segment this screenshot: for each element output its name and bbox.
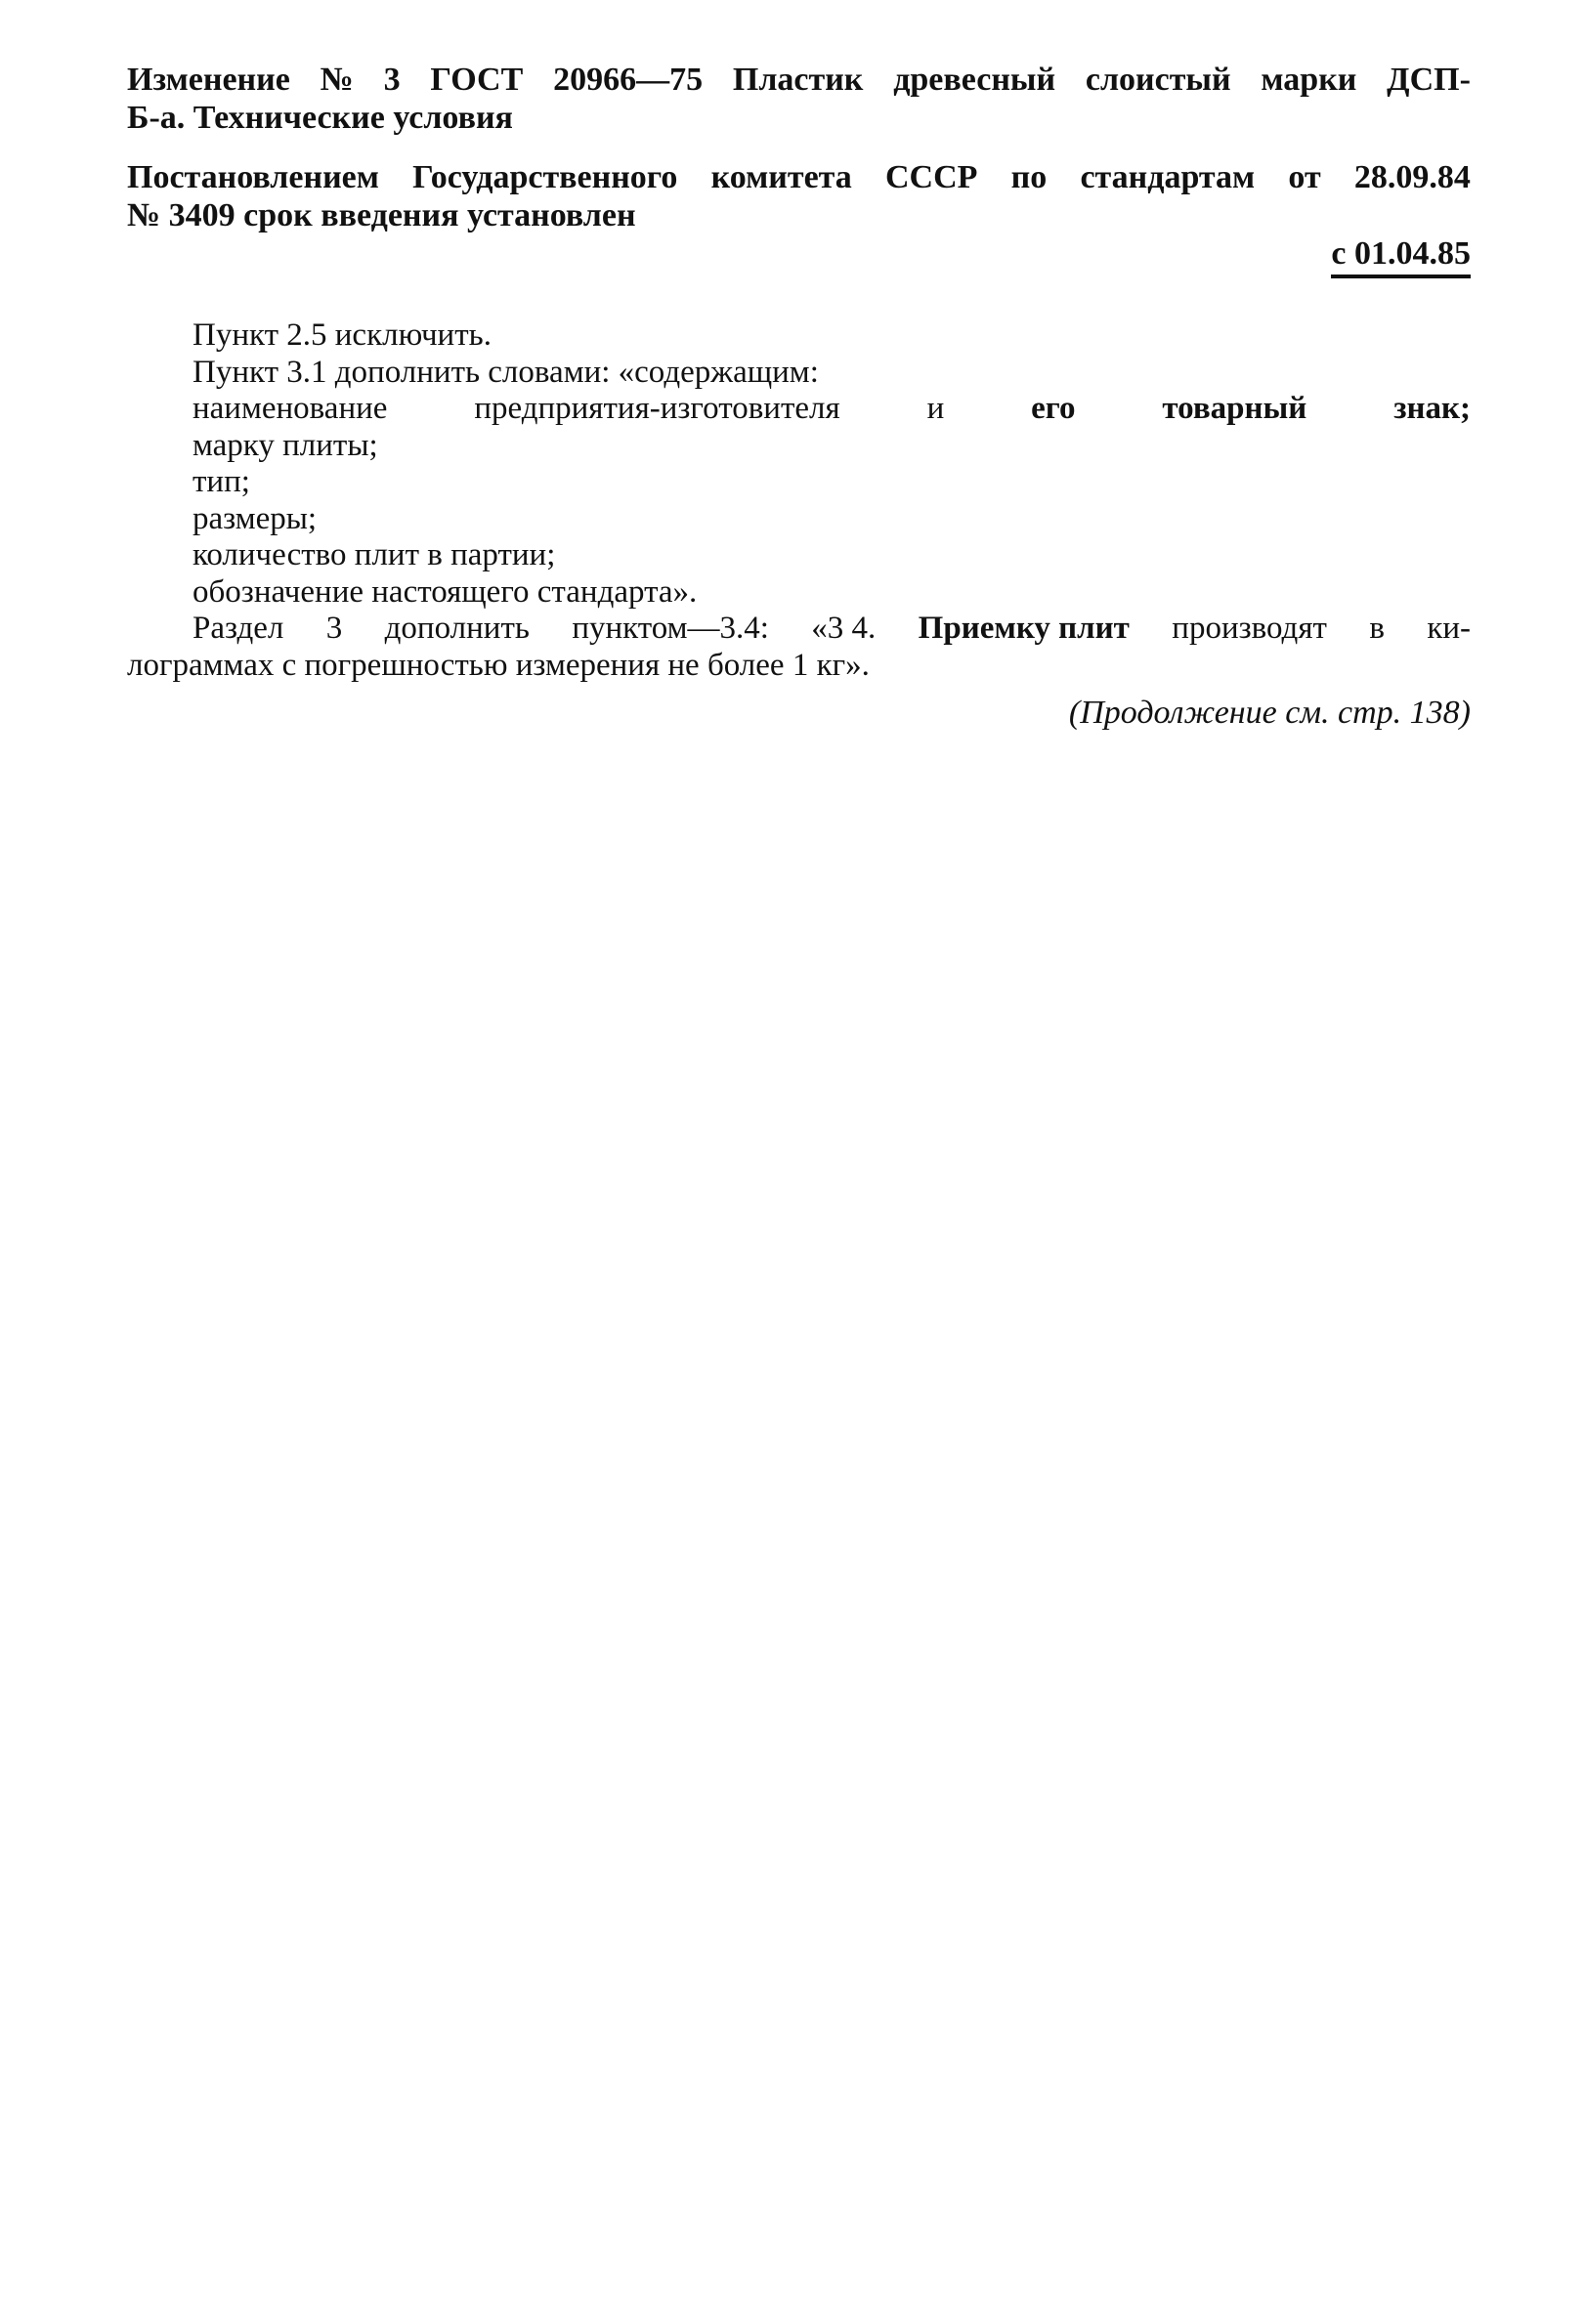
body-word: производят	[1172, 611, 1327, 646]
title-word: древесный	[893, 62, 1056, 98]
body-word: ки-	[1427, 611, 1471, 646]
title-word: марки	[1261, 62, 1357, 98]
title-word: ГОСТ	[430, 62, 524, 98]
decree-line-2: № 3409 срок введения установлен	[127, 197, 636, 233]
body-word: наименование	[193, 391, 388, 426]
document-body	[127, 317, 1471, 684]
paragraph-4: марку плиты;	[193, 427, 378, 463]
body-word: знак;	[1393, 391, 1471, 426]
decree-word: Постановлением	[127, 159, 379, 195]
paragraph-2	[127, 355, 1471, 392]
body-word: Раздел	[193, 611, 284, 646]
document-title	[127, 61, 1471, 137]
decree-word: комитета	[710, 159, 852, 195]
title-line-1	[127, 61, 1471, 99]
paragraph-8: обозначение настоящего стандарта».	[193, 573, 698, 610]
body-word: Приемку плит	[918, 611, 1130, 646]
document-page	[127, 61, 1471, 733]
decree-word: СССР	[885, 159, 978, 195]
effective-date: с 01.04.85	[1331, 234, 1471, 278]
title-word: Изменение	[127, 62, 290, 98]
effective-date-row	[127, 234, 1471, 278]
body-word: пунктом—3.4:	[572, 611, 769, 646]
decree-word: по	[1010, 159, 1048, 195]
decree-block	[127, 158, 1471, 234]
decree-word: стандартам	[1080, 159, 1256, 195]
body-word: дополнить	[384, 611, 530, 646]
decree-word: от	[1288, 159, 1321, 195]
body-word: и	[926, 391, 945, 426]
body-word: предприятия-изготовителя	[474, 391, 840, 426]
body-word: его	[1031, 391, 1076, 426]
paragraph-6: размеры;	[193, 500, 318, 536]
title-line-2: Б-а. Технические условия	[127, 100, 513, 136]
paragraph-3	[127, 391, 1471, 428]
title-word: ДСП-	[1387, 62, 1471, 98]
title-word: №	[320, 62, 354, 98]
paragraph-2-text: Пункт 3.1 дополнить словами: «содержащим:	[193, 354, 819, 390]
decree-line-1	[127, 158, 1471, 196]
paragraph-10: лограммах с погрешностью измерения не более 1 кг».	[127, 647, 870, 683]
paragraph-7: количество плит в партии;	[193, 537, 556, 572]
body-word: 3	[325, 611, 343, 646]
paragraph-1: Пункт 2.5 исключить.	[193, 317, 492, 353]
title-word: Пластик	[732, 62, 864, 98]
paragraph-5: тип;	[193, 464, 250, 499]
continuation-note: (Продолжение см. стр. 138)	[1068, 695, 1471, 731]
decree-word: 28.09.84	[1353, 159, 1471, 195]
body-word: «3 4.	[811, 611, 877, 646]
body-word: товарный	[1162, 391, 1307, 426]
decree-word: Государственного	[412, 159, 678, 195]
title-word: 20966—75	[553, 62, 704, 98]
paragraph-9	[127, 611, 1471, 648]
title-word: 3	[383, 62, 401, 98]
body-word: в	[1369, 611, 1385, 646]
title-word: слоистый	[1085, 62, 1231, 98]
